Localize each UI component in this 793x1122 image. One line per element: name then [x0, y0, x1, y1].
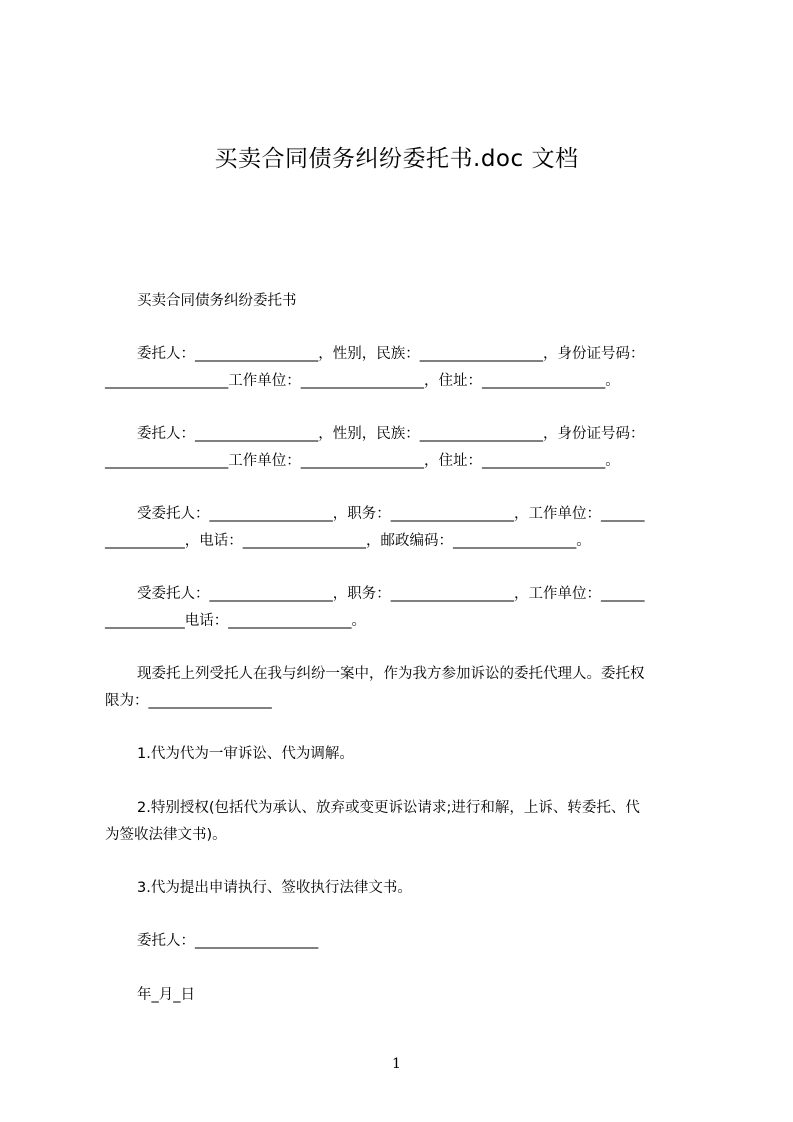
list-item-3: 3.代为提出申请执行、签收执行法律文书。 — [137, 880, 412, 896]
list-item-2: 2.特别授权(包括代为承认、放弃或变更诉讼请求;进行和解，上诉、转委托、代 为签收法律文书)。 — [105, 800, 640, 843]
paragraph-agent-1: 受委托人：_________________，职务：_________________，工作单位：______ ___________，电话：_________________，邮政编码：_________________。 — [105, 506, 645, 549]
paragraph-principal-1: 委托人：_________________，性别，民族：_________________，身份证号码： _________________工作单位：_________________，住址：_________________。 — [105, 346, 645, 389]
page-number: 1 — [392, 1056, 401, 1072]
date-line: 年_月_日 — [137, 987, 195, 1003]
paragraph-principal-2: 委托人：_________________，性别，民族：_________________，身份证号码： _________________工作单位：_________________，住址：_________________。 — [105, 426, 645, 469]
list-item-1: 1.代为代为一审诉讼、代为调解。 — [137, 746, 354, 762]
document-title: 买卖合同债务纠纷委托书.doc 文档 — [214, 146, 579, 172]
paragraph-agent-2: 受委托人：_________________，职务：_________________，工作单位：______ ___________电话：_________________。 — [105, 586, 645, 629]
signature-line: 委托人：_________________ — [137, 933, 319, 949]
document-heading: 买卖合同债务纠纷委托书 — [137, 293, 297, 309]
paragraph-authorization: 现委托上列受托人在我与纠纷一案中，作为我方参加诉讼的委托代理人。委托权 限为：_________________ — [105, 666, 645, 709]
